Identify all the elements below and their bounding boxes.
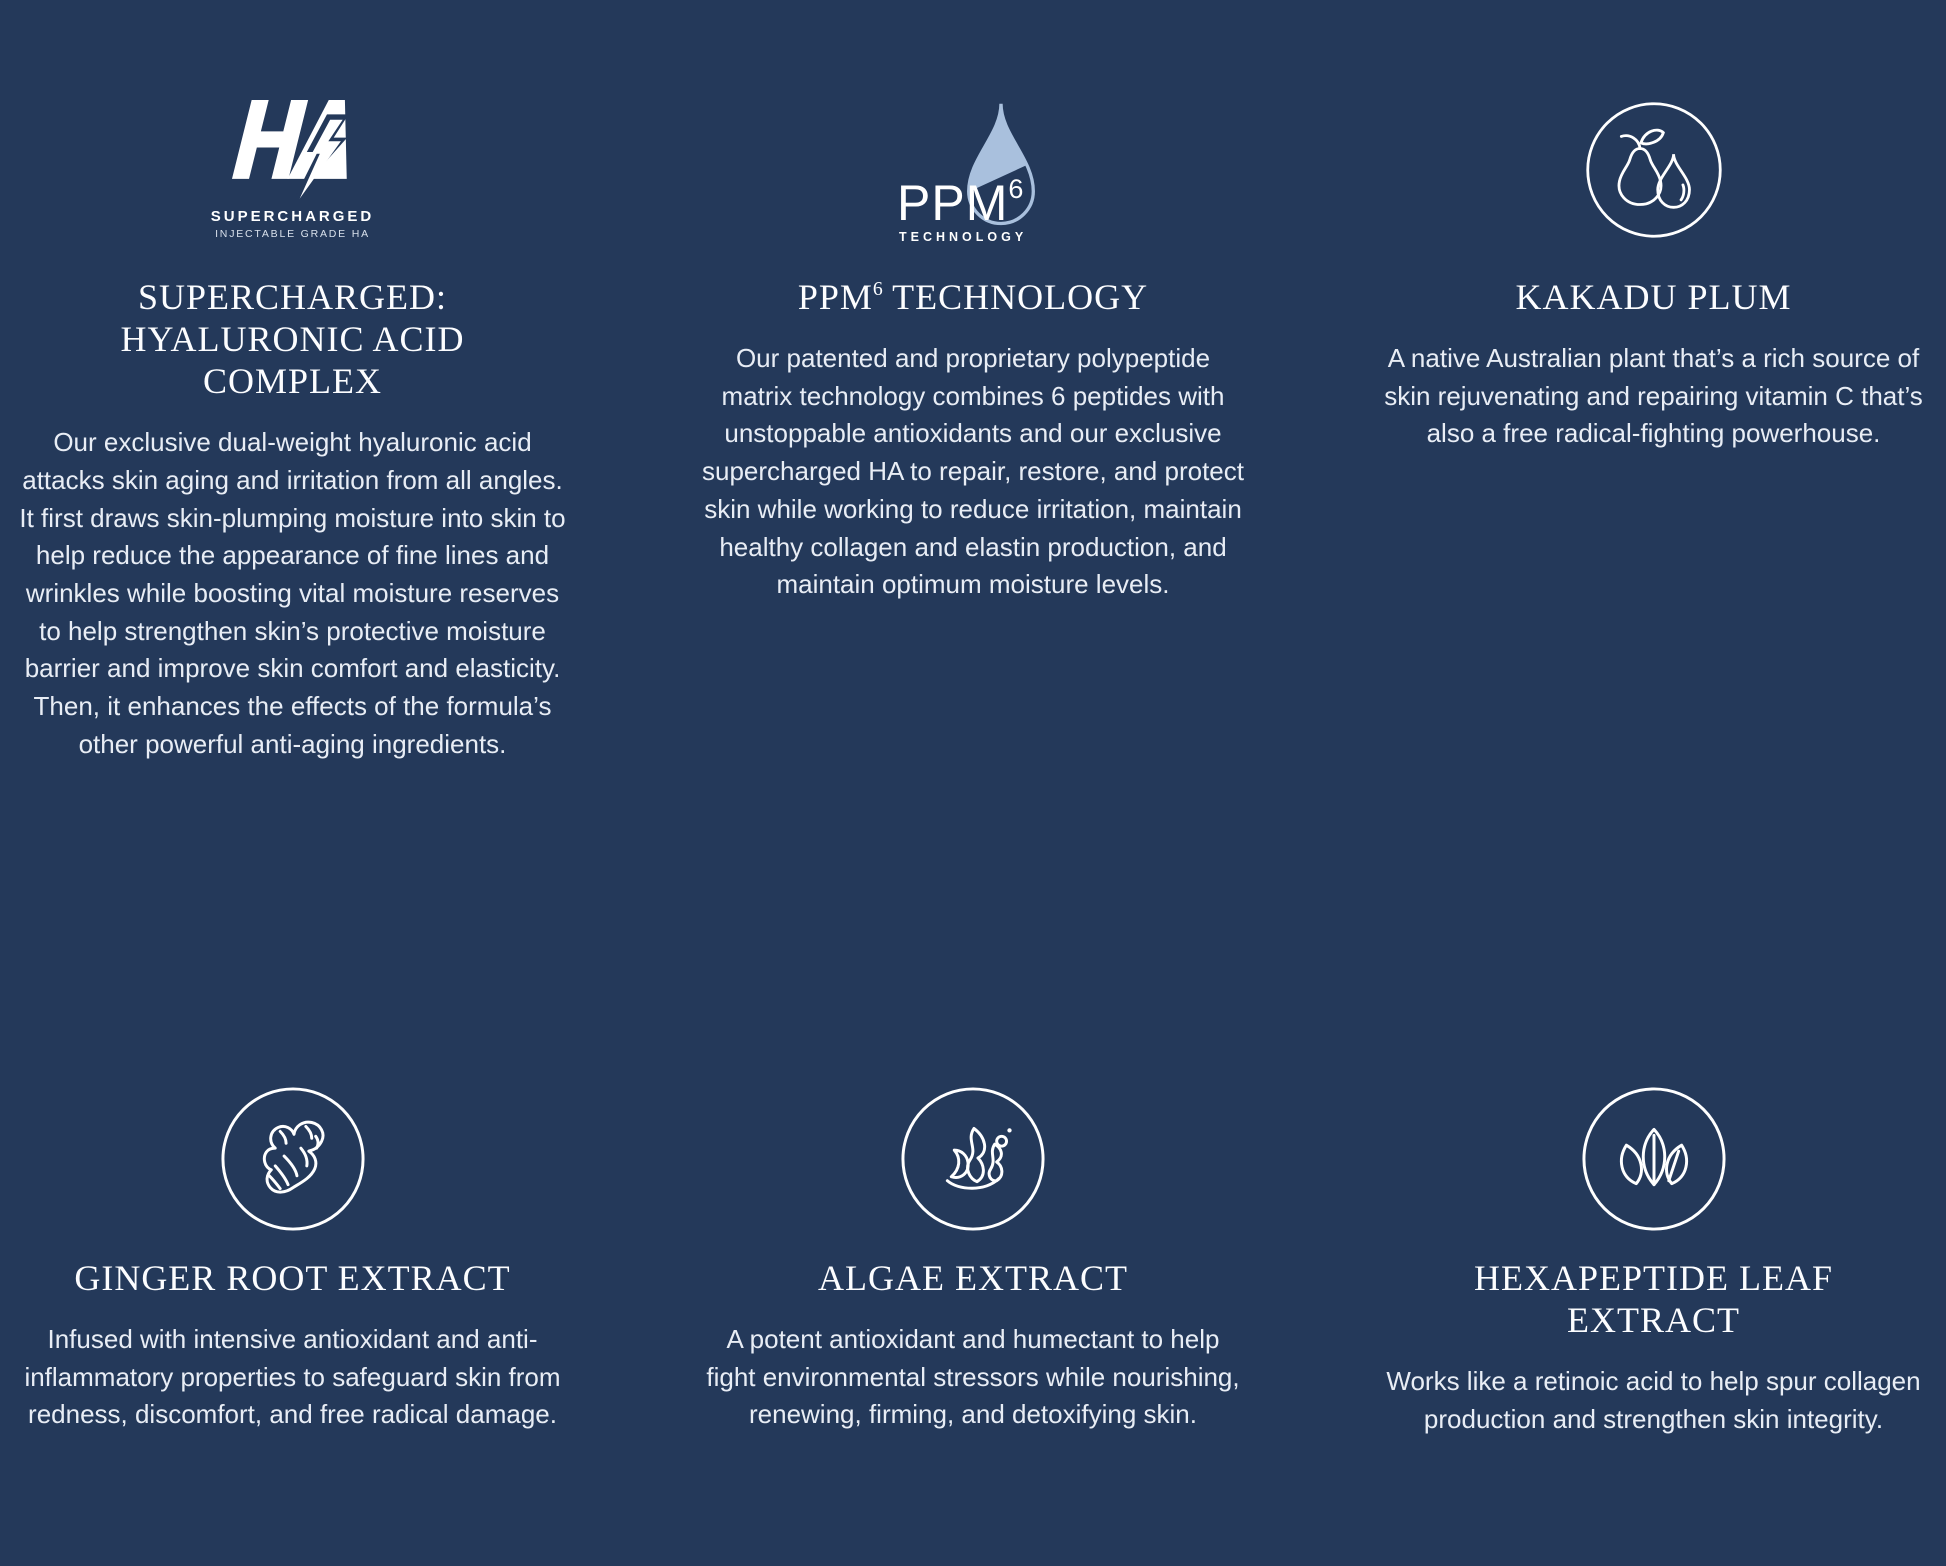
card-description: Our patented and proprietary polypeptide matrix technology combines 6 peptides with unstoppable antioxidants and our exclusive supercharged HA to repair, restore, and protect skin while working to reduce irritation, maintain healthy collagen and elastin production, and maintain optimum moisture levels. [702,343,1244,600]
ingredient-card-kakadu-plum [1361,0,1946,1000]
ginger-root-icon [219,1085,367,1233]
ha-supercharged-logo [211,100,375,240]
algae-icon [899,1085,1047,1233]
ingredient-card-algae [585,1000,1361,1566]
ppm6-logo-label: TECHNOLOGY [899,230,1028,244]
card-description: Infused with intensive antioxidant and anti-inflammatory properties to safeguard skin from redness, discomfort, and free radical damage. [24,1324,561,1430]
ingredient-card-ppm6 [585,0,1361,1000]
ingredient-card-ginger-root [0,1000,585,1566]
hexapeptide-leaf-icon [1580,1085,1728,1233]
card-title: GINGER ROOT EXTRACT [74,1258,511,1298]
card-title: PPM$^6$ TECHNOLOGY [797,277,1149,317]
ingredient-card-hexapeptide-leaf [1361,1000,1946,1566]
card-title: KAKADU PLUM [1515,277,1792,317]
ppm6-logo-text: PPM$^6$ TECHNOLOGY [897,174,1028,244]
ha-logo-wordmark: SUPERCHARGED [210,208,375,225]
ha-lightning-icon [217,100,367,204]
card-description: Works like a retinoic acid to help spur collagen production and strengthen skin integrity. [1386,1366,1921,1434]
card-description: A native Australian plant that’s a rich source of skin rejuvenating and repairing vitamin C that’s also a free radical-fighting powerhouse. [1384,343,1923,449]
card-description: A potent antioxidant and humectant to help fight environmental stressors while nourishing, renewing, firming, and detoxifying skin. [706,1324,1240,1430]
card-description: Our exclusive dual-weight hyaluronic acid attacks skin aging and irritation from all angles. It first draws skin-plumping moisture into skin to help reduce the appearance of fine lines and wrinkles while boosting vital moisture reserves to help strengthen skin’s protective moisture barrier and improve skin comfort and elasticity. Then, it enhances the effects of the formula’s other powerful anti-aging ingredients. [19,427,566,759]
card-title: ALGAE EXTRACT [818,1258,1128,1298]
ppm6-logo [897,100,1049,252]
kakadu-plum-icon [1584,100,1724,240]
card-title: SUPERCHARGED: HYALURONIC ACID COMPLEX [120,277,465,402]
card-title: HEXAPEPTIDE LEAF EXTRACT [1474,1258,1833,1341]
ha-logo-subtitle: INJECTABLE GRADE HA [215,228,370,240]
ingredient-card-supercharged-ha [0,0,585,1000]
